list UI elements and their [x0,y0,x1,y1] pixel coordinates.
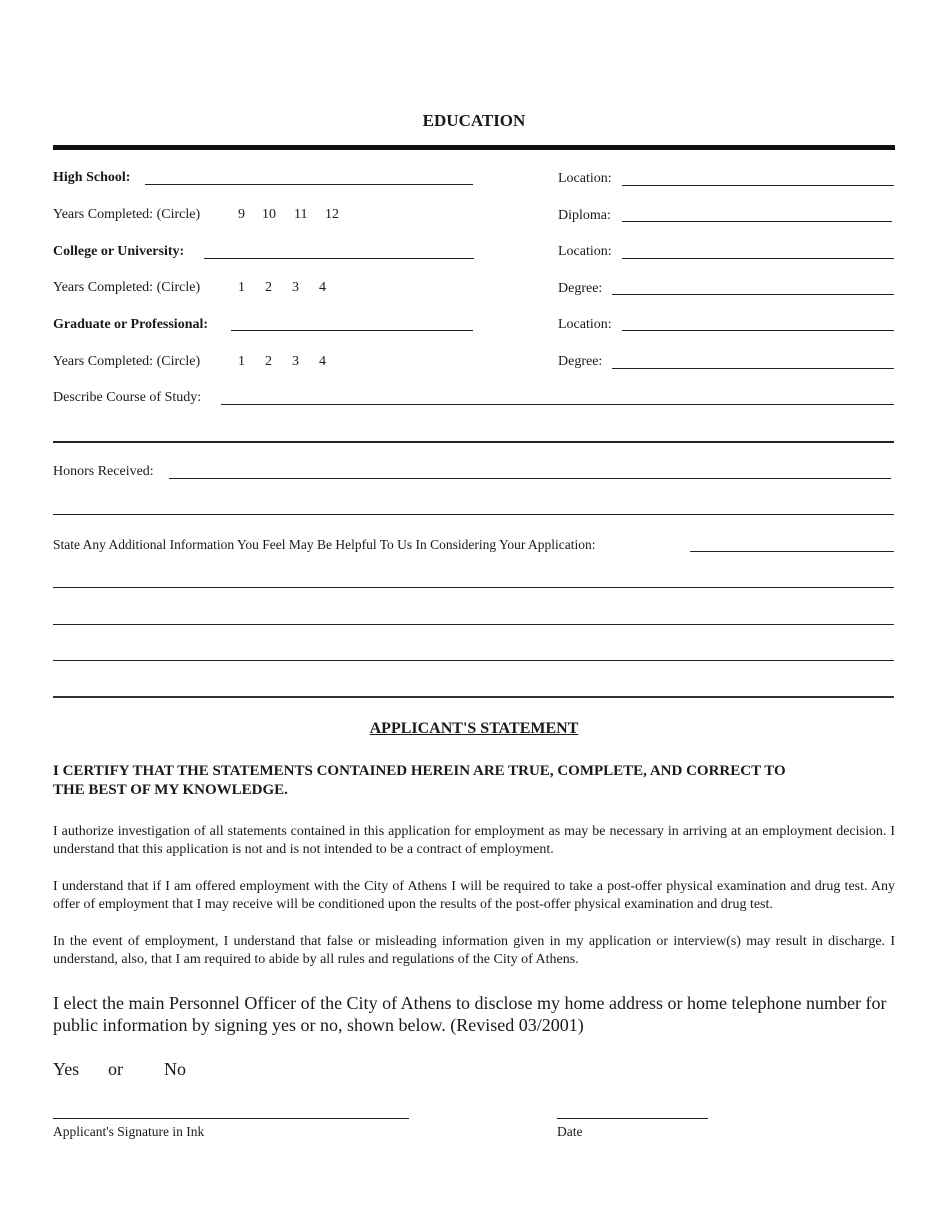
grad-degree-input[interactable] [612,368,894,369]
college-label: College or University: [53,244,185,259]
authorize-paragraph: I authorize investigation of all statements contained in this application for employment as may be necessary in arriving at an employment decision. I understand that this application is not and is not intended to be a contract of employment. [53,824,895,857]
date-input[interactable] [557,1118,708,1119]
additional-input-line-4[interactable] [53,660,894,661]
section-divider [53,696,894,698]
honors-input-line-2[interactable] [53,514,894,515]
signature-input[interactable] [53,1118,409,1119]
grad-degree-label: Degree: [558,354,603,369]
discharge-paragraph: In the event of employment, I understand that false or misleading information given in my application or interview(s) may result in discharge. I understand, also, that I am required to abide by all rules and regulations of the City of Athens. [53,934,895,967]
grad-year-option[interactable]: 3 [292,354,299,369]
diploma-input[interactable] [622,221,892,222]
date-label: Date [557,1124,583,1139]
course-input-line-2[interactable] [53,441,894,443]
college-location-label: Location: [558,244,612,259]
graduate-label: Graduate or Professional: [53,317,209,332]
grad-location-input[interactable] [622,330,894,331]
no-option[interactable]: No [164,1059,186,1079]
college-year-option[interactable]: 4 [319,280,326,295]
hs-year-option[interactable]: 11 [294,207,308,222]
certify-text: I CERTIFY THAT THE STATEMENTS CONTAINED HEREIN ARE TRUE, COMPLETE, AND CORRECT TO THE BEST OF MY KNOWLEDGE. [53,763,786,798]
high-school-label: High School: [53,170,131,185]
college-year-option[interactable]: 2 [265,280,272,295]
additional-label: State Any Additional Information You Feel May Be Helpful To Us In Considering Your Application: [53,537,596,552]
high-school-input[interactable] [145,184,473,185]
hs-location-label: Location: [558,171,612,186]
college-years-label: Years Completed: (Circle) [53,280,201,295]
elect-paragraph: I elect the main Personnel Officer of the City of Athens to disclose my home address or home telephone number for public information by signing yes or no, shown below. (Revised 03/2001) [53,993,887,1035]
hs-year-option[interactable]: 9 [238,207,245,222]
hs-year-option[interactable]: 10 [262,207,276,222]
college-degree-input[interactable] [612,294,894,295]
college-location-input[interactable] [622,258,894,259]
yes-option[interactable]: Yes [53,1059,80,1079]
college-year-option[interactable]: 1 [238,280,245,295]
college-year-option[interactable]: 3 [292,280,299,295]
education-divider [53,145,895,150]
grad-year-option[interactable]: 2 [265,354,272,369]
honors-input[interactable] [169,478,891,479]
signature-label: Applicant's Signature in Ink [53,1124,205,1139]
graduate-input[interactable] [231,330,473,331]
hs-year-option[interactable]: 12 [325,207,339,222]
course-label: Describe Course of Study: [53,390,202,405]
grad-year-option[interactable]: 4 [319,354,326,369]
additional-input[interactable] [690,551,894,552]
additional-input-line-3[interactable] [53,624,894,625]
hs-location-input[interactable] [622,185,894,186]
diploma-label: Diploma: [558,208,611,223]
grad-location-label: Location: [558,317,612,332]
statement-title: APPLICANT'S STATEMENT [369,720,579,737]
drug-test-paragraph: I understand that if I am offered employment with the City of Athens I will be required to take a post-offer physical examination and drug test. Any offer of employment that I may receive will be conditioned upon the results of the post-offer physical examination and drug test. [53,879,895,912]
college-degree-label: Degree: [558,281,603,296]
statement-title-wrap [0,720,948,738]
additional-input-line-2[interactable] [53,587,894,588]
education-title: EDUCATION [422,111,526,130]
course-input[interactable] [221,404,894,405]
grad-year-option[interactable]: 1 [238,354,245,369]
grad-years-label: Years Completed: (Circle) [53,354,201,369]
hs-years-label: Years Completed: (Circle) [53,207,201,222]
honors-label: Honors Received: [53,464,154,479]
or-text: or [108,1059,123,1079]
college-input[interactable] [204,258,474,259]
